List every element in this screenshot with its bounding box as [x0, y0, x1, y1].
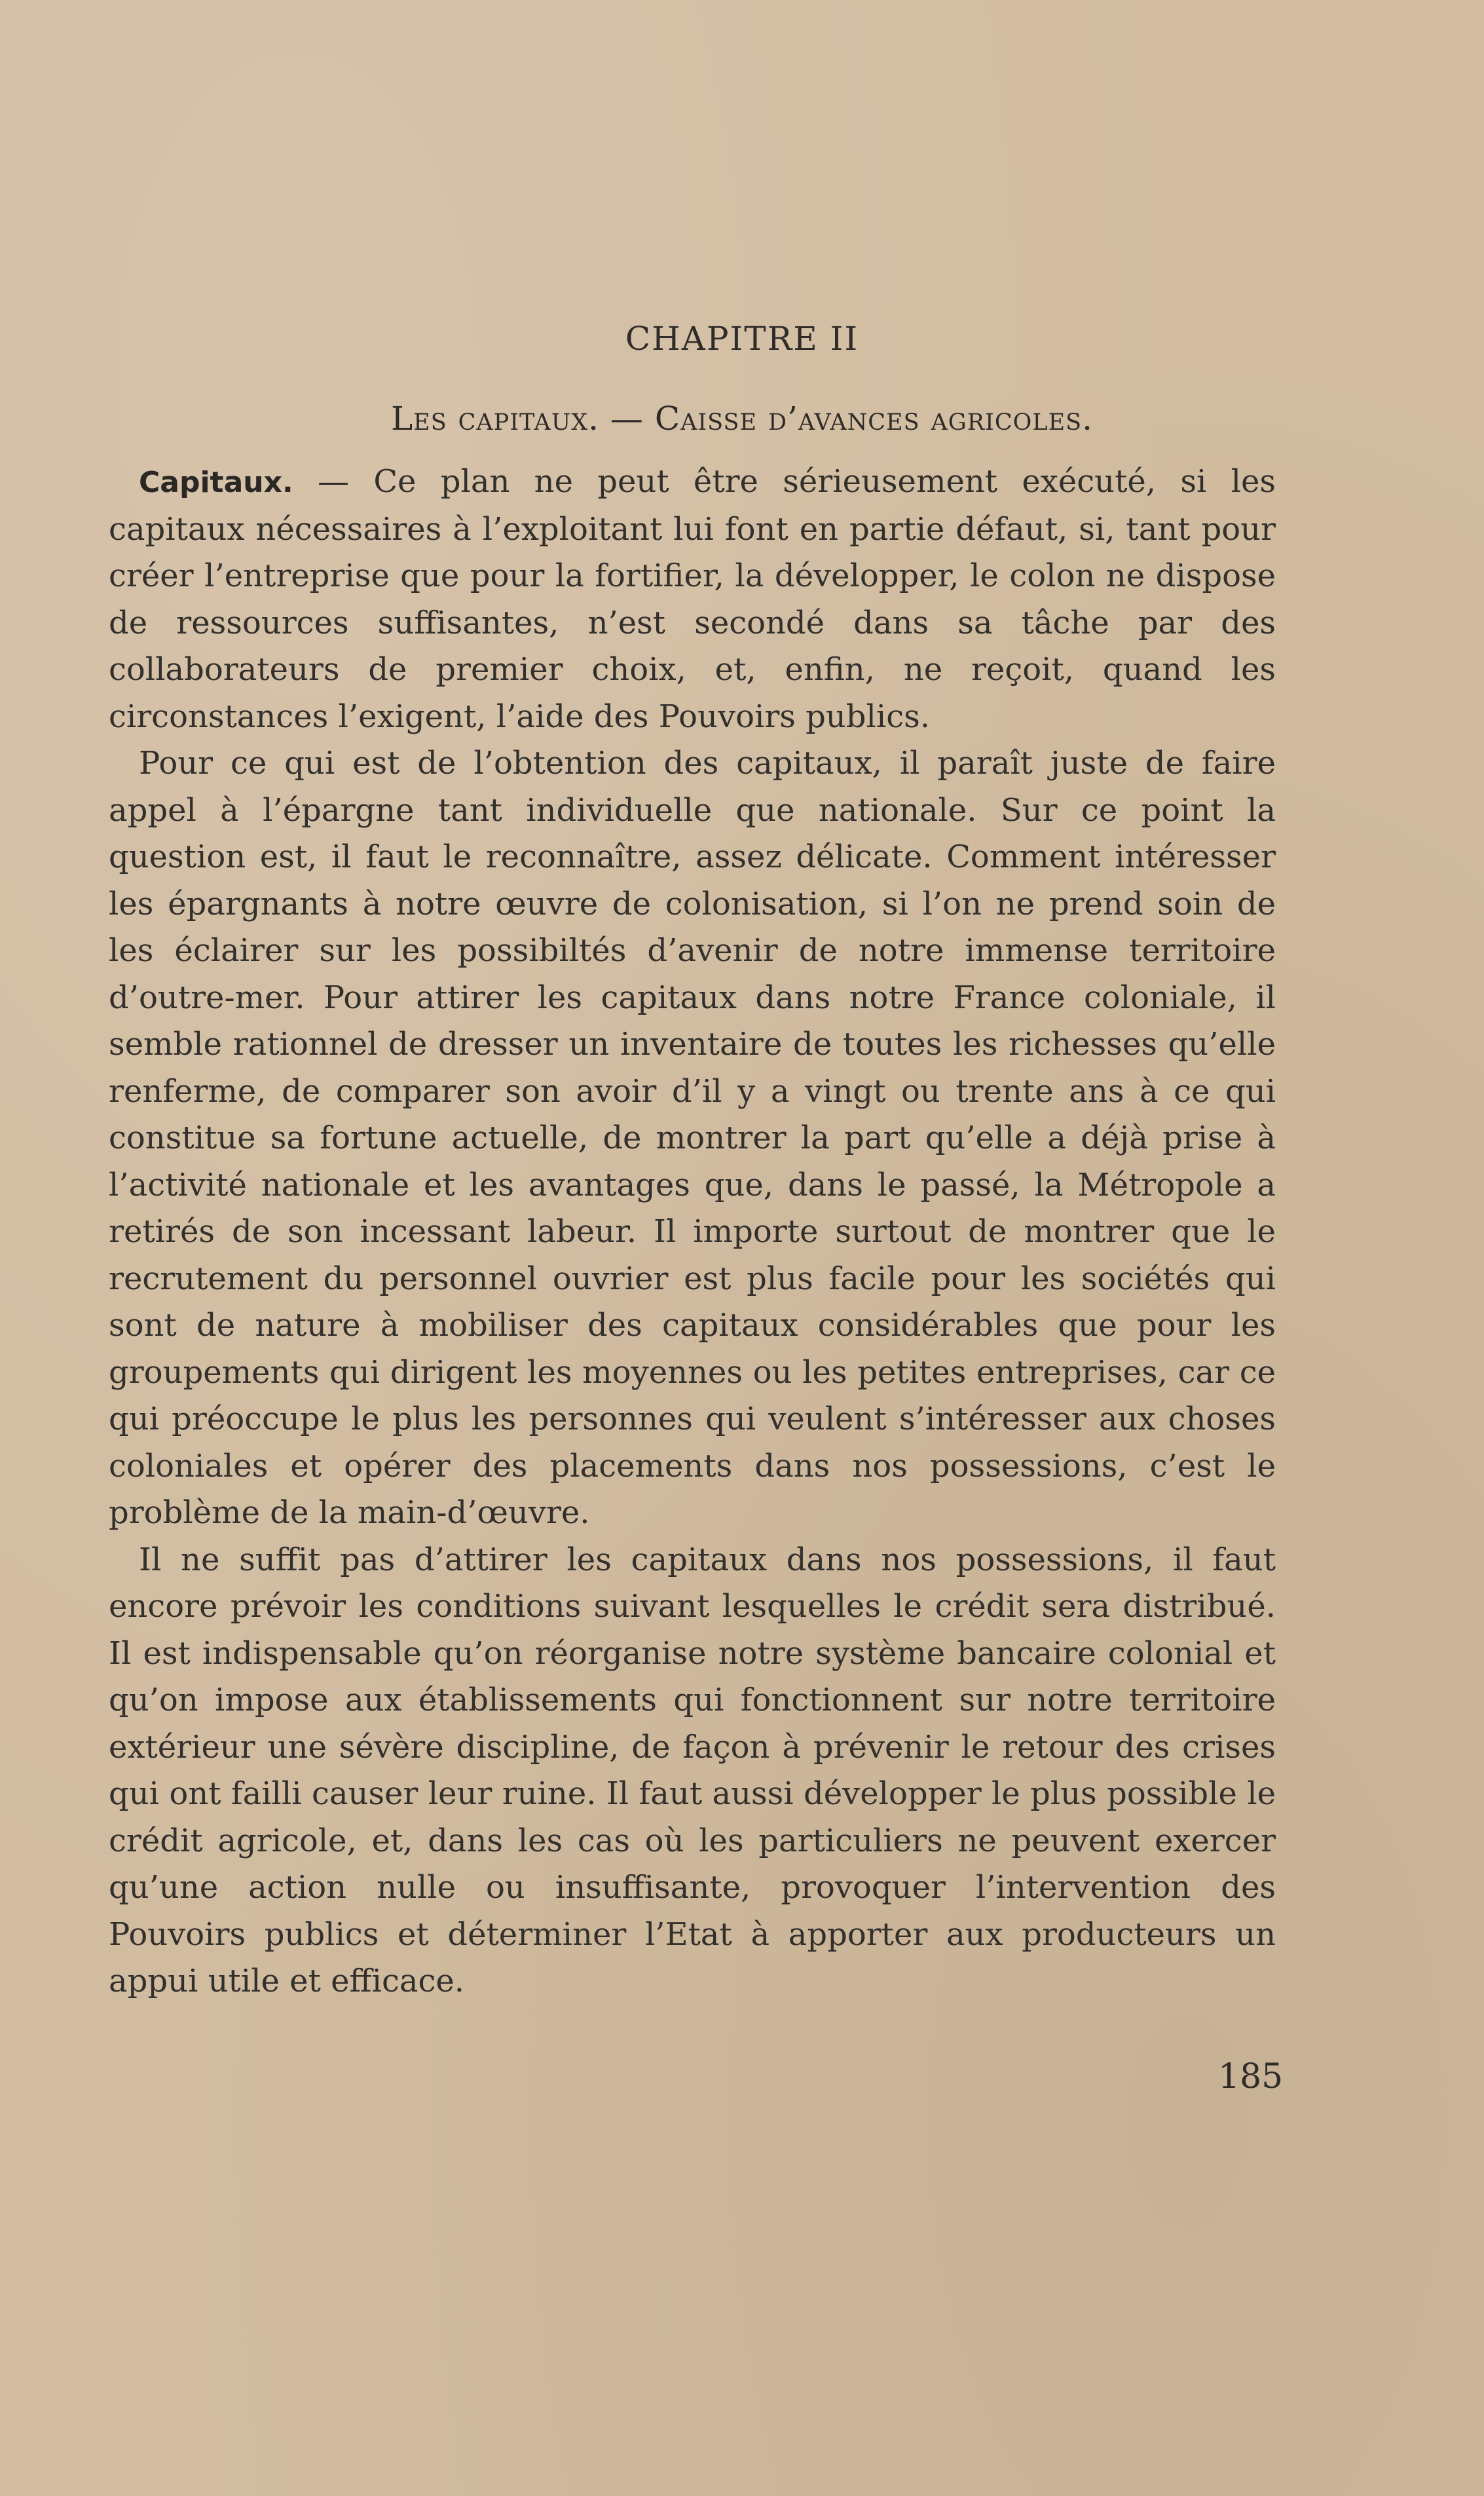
paragraph-3-text: Il ne suffit pas d’attirer les capitaux dans nos possessions, il faut encore prévoir les conditions suivant lesquelles le crédit sera distribué. Il est indispensable qu’on réorganise notre système bancaire colonial et qu’on impose aux établissements qui fonctionnent sur notre territoire extérieur une sévère discipline, de façon à prévenir le retour des crises qui ont failli causer leur ruine. Il faut aussi développer le plus possible le crédit agricole, et, dans les cas où les particuliers ne peuvent exercer qu’une action nulle ou insuffisante, provoquer l’intervention des Pouvoirs publics et déterminer l’Etat à apporter aux producteurs un appui utile et efficace.: [109, 1541, 1276, 1999]
paragraph-2-text: Pour ce qui est de l’obtention des capitaux, il paraît juste de faire appel à l’épargne tant individuelle que nationale. Sur ce point la question est, il faut le reconnaître, assez délicate. Comment intéresser les épargnants à notre œuvre de colonisation, si l’on ne prend soin de les éclairer sur les possibiltés d’avenir de notre immense territoire d’outre-mer. Pour attirer les capitaux dans notre France coloniale, il semble rationnel de dresser un inventaire de toutes les richesses qu’elle renferme, de comparer son avoir d’il y a vingt ou trente ans à ce qui constitue sa fortune actuelle, de montrer la part qu’elle a déjà prise à l’activité nationale et les avantages que, dans le passé, la Métropole a retirés de son incessant labeur. Il importe surtout de montrer que le recrutement du personnel ouvrier est plus facile pour les sociétés qui sont de nature à mobiliser des capitaux considérables que pour les groupements qui dirigent les moyennes ou les petites entreprises, car ce qui préoccupe le plus les personnes qui veulent s’intéresser aux choses coloniales et opérer des placements dans nos possessions, c’est le problème de la main-d’œuvre.: [109, 745, 1276, 1531]
paragraph-2: [109, 740, 1276, 1537]
run-in-heading: Capitaux.: [139, 466, 293, 499]
paragraph-3: [109, 1537, 1276, 2005]
section-title: Les capitaux. — Caisse d’avances agricoles.: [390, 400, 1094, 438]
chapter-title: CHAPITRE II: [625, 320, 859, 358]
page-number: 185: [1218, 2057, 1284, 2096]
paragraph-1: [109, 459, 1276, 740]
body-text: [109, 459, 1276, 2005]
paragraph-1-text: — Ce plan ne peut être sérieusement exécuté, si les capitaux nécessaires à l’exploitant lui font en partie défaut, si, tant pour créer l’entreprise que pour la fortifier, la développer, le colon ne dispose de ressources suffisantes, n’est secondé dans sa tâche par des collaborateurs de premier choix, et, enfin, ne reçoit, quand les circonstances l’exigent, l’aide des Pouvoirs publics.: [109, 463, 1276, 735]
